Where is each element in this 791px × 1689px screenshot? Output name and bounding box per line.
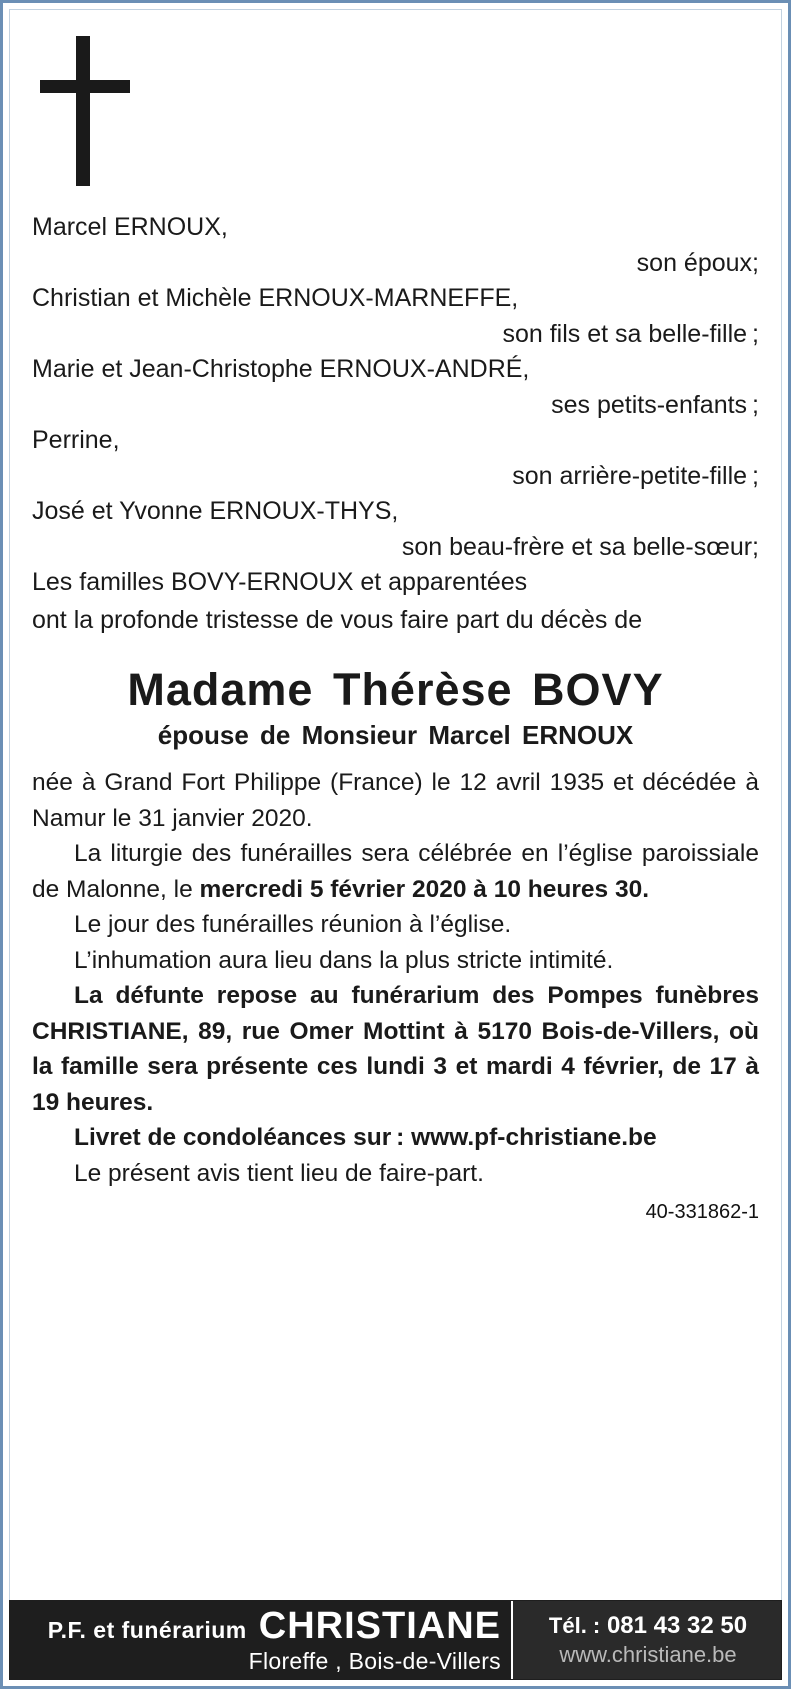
family-member-name: Marcel ERNOUX, [32, 213, 228, 241]
footer-brand-block [10, 1601, 511, 1679]
birth-death-line: née à Grand Fort Philippe (France) le 12 avril 1935 et décédée à Namur le 31 janvier 2020. [32, 769, 759, 832]
latin-cross-icon [40, 36, 130, 186]
family-member-relation: ses petits-enfants ; [551, 390, 759, 419]
family-member-relation: son arrière-petite-fille ; [512, 461, 759, 490]
spouse-of-line: épouse de Monsieur Marcel ERNOUX [157, 720, 634, 750]
notice-inner [9, 9, 782, 1680]
liturgy-paragraph [32, 836, 759, 907]
family-member-name: Marie et Jean-Christophe ERNOUX-ANDRÉ, [32, 355, 530, 383]
footer-phone-number: 081 43 32 50 [606, 1612, 748, 1639]
family-member-name: Perrine, [32, 426, 120, 454]
family-entry [32, 565, 759, 601]
footer-phone [549, 1612, 747, 1640]
family-entry [32, 210, 759, 281]
family-member-relation: son beau-frère et sa belle-sœur; [401, 532, 759, 561]
closing-line: Le présent avis tient lieu de faire-part. [74, 1159, 484, 1187]
liturgy-datetime: mercredi 5 février 2020 à 10 heures 30. [199, 875, 650, 903]
footer-website[interactable]: www.christiane.be [559, 1642, 737, 1667]
family-member-name: Les familles BOVY-ERNOUX et apparentées [32, 568, 528, 596]
footer-pf-label: P.F. et funérarium [47, 1617, 247, 1643]
footer-contact-block [511, 1601, 781, 1679]
notice-body [32, 765, 759, 1191]
deceased-name: Madame Thérèse BOVY [127, 664, 664, 715]
funeral-home-footer [9, 1600, 782, 1680]
reference-number: 40-331862-1 [645, 1201, 759, 1224]
burial-line: L’inhumation aura lieu dans la plus stricte intimité. [74, 946, 614, 974]
family-member-name: José et Yvonne ERNOUX-THYS, [32, 497, 399, 525]
family-member-relation: son époux; [636, 248, 759, 277]
funerarium-paragraph: La défunte repose au funérarium des Pompes funèbres CHRISTIANE, 89, rue Omer Mottint à 5170 Bois-de-Villers, où la famille sera présente ces lundi 3 et mardi 4 février, de 17 à 19 heures. [32, 982, 759, 1116]
family-member-relation: son fils et sa belle-fille ; [502, 319, 759, 348]
family-entry [32, 352, 759, 423]
family-list [32, 210, 759, 601]
footer-brand-name: CHRISTIANE [258, 1605, 501, 1647]
reunion-line: Le jour des funérailles réunion à l’église. [74, 911, 512, 939]
announcement-text: ont la profonde tristesse de vous faire part du décès de [32, 605, 643, 634]
footer-locations: Floreffe , Bois-de-Villers [248, 1648, 501, 1674]
liturgy-text: La liturgie des funérailles sera célébrée en l’église paroissiale de Malonne, le [32, 840, 759, 903]
footer-brand-row [48, 1605, 501, 1648]
family-entry [32, 281, 759, 352]
family-member-name: Christian et Michèle ERNOUX-MARNEFFE, [32, 284, 519, 312]
family-entry [32, 494, 759, 565]
family-entry [32, 423, 759, 494]
condolences-line: Livret de condoléances sur : www.pf-christiane.be [74, 1124, 657, 1152]
footer-phone-label: Tél. : [548, 1613, 601, 1638]
